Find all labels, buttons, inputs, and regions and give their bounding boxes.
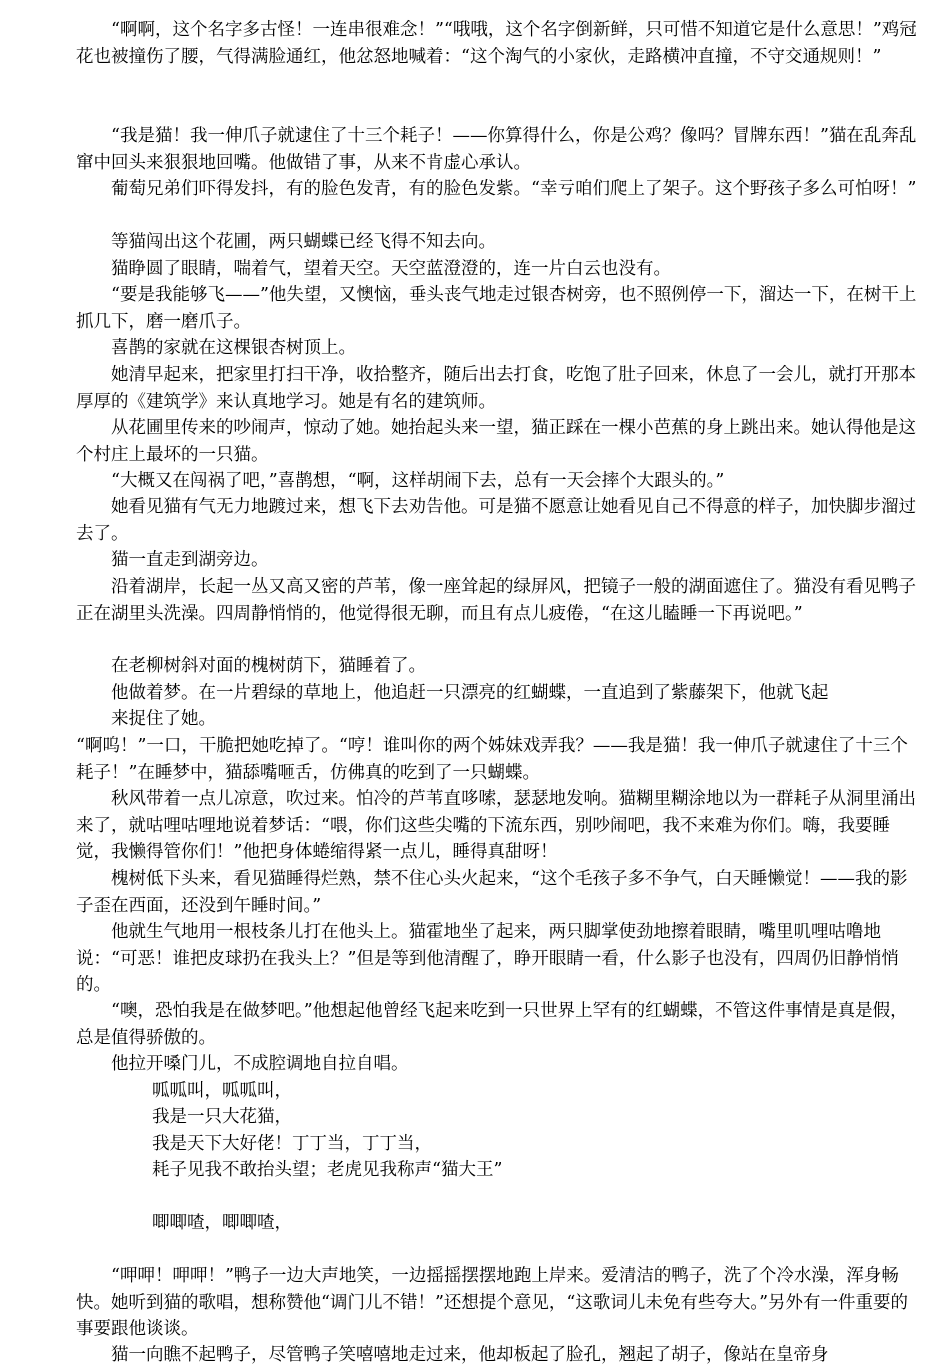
paragraph: 猫一直走到湖旁边。: [76, 550, 269, 570]
paragraph: 他就生气地用一根枝条儿打在他头上。猫霍地坐了起来，两只脚掌使劲地擦着眼睛，嘴里叽哩咕噜地说：“可恶！谁把皮球扔在我头上？”但是等到他清醒了，睁开眼睛一看，什么影子也没有，四周仍旧静悄悄的。: [76, 922, 899, 996]
paragraph: 在老柳树斜对面的槐树荫下，猫睡着了。: [76, 656, 426, 676]
paragraph: 她看见猫有气无力地踱过来，想飞下去劝告他。可是猫不愿意让她看见自己不得意的样子，加快脚步溜过去了。: [76, 497, 916, 544]
paragraph: “啊啊，这个名字多古怪！一连串很难念！”“哦哦，这个名字倒新鲜，只可惜不知道它是什么意思！”鸡冠花也被撞伤了腰，气得满脸通红，他忿怒地喊着：“这个淘气的小家伙，走路横冲直撞，不守交通规则！”: [76, 20, 917, 67]
paragraph: “大概又在闯祸了吧，”喜鹊想，“啊，这样胡闹下去，总有一天会摔个大跟头的。”: [76, 471, 725, 491]
paragraph: 喜鹊的家就在这棵银杏树顶上。: [76, 338, 356, 358]
paragraph: “要是我能够飞——”他失望，又懊恼，垂头丧气地走过银杏树旁，也不照例停一下，溜达一下，在树干上抓几下，磨一磨爪子。: [76, 285, 917, 332]
song-line: 耗子见我不敢抬头望；老虎见我称声“猫大王”: [152, 1160, 503, 1180]
paragraph: 槐树低下头来，看见猫睡得烂熟，禁不住心头火起来，“这个毛孩子多不争气，白天睡懒觉！——我的影子歪在西面，还没到午睡时间。”: [76, 869, 908, 916]
paragraph: 沿着湖岸，长起一丛又高又密的芦苇，像一座耸起的绿屏风，把镜子一般的湖面遮住了。猫没有看见鸭子正在湖里头洗澡。四周静悄悄的，他觉得很无聊，而且有点儿疲倦，“在这儿瞌睡一下再说吧。”: [76, 577, 916, 624]
paragraph: 猫睁圆了眼睛，喘着气，望着天空。天空蓝澄澄的，连一片白云也没有。: [76, 259, 671, 279]
paragraph: “呷呷！呷呷！”鸭子一边大声地笑，一边摇摇摆摆地跑上岸来。爱清洁的鸭子，洗了个冷水澡，浑身畅快。她听到猫的歌唱，想称赞他“调门儿不错！”还想提个意见，“这歌词儿未免有些夸大。”另外有一件重要的事要跟他谈谈。: [76, 1266, 909, 1340]
paragraph: 从花圃里传来的吵闹声，惊动了她。她抬起头来一望，猫正踩在一棵小芭蕉的身上跳出来。她认得他是这个村庄上最坏的一只猫。: [76, 418, 916, 465]
paragraph: 他做着梦。在一片碧绿的草地上，他追赶一只漂亮的红蝴蝶，一直追到了紫藤架下，他就飞起: [76, 683, 829, 703]
paragraph: 猫一向瞧不起鸭子，尽管鸭子笑嘻嘻地走过来，他却板起了脸孔，翘起了胡子，像站在皇帝身: [76, 1345, 829, 1365]
paragraph: 来捉住了她。: [76, 709, 216, 729]
song-line: 我是天下大好佬！丁丁当，丁丁当，: [152, 1134, 432, 1154]
song-line: 呱呱叫，呱呱叫，: [152, 1081, 292, 1101]
song-line: 我是一只大花猫，: [152, 1107, 292, 1127]
song-line: 唧唧喳，唧唧喳，: [152, 1213, 292, 1233]
paragraph: 他拉开嗓门儿，不成腔调地自拉自唱。: [76, 1054, 409, 1074]
paragraph: 她清早起来，把家里打扫干净，收拾整齐，随后出去打食，吃饱了肚子回来，休息了一会儿，就打开那本厚厚的《建筑学》来认真地学习。她是有名的建筑师。: [76, 365, 916, 412]
paragraph: 秋风带着一点儿凉意，吹过来。怕冷的芦苇直哆嗦，瑟瑟地发响。猫糊里糊涂地以为一群耗子从洞里涌出来了，就咕哩咕哩地说着梦话：“喂，你们这些尖嘴的下流东西，别吵闹吧，我不来难为你们。嗨，我要睡觉，我懒得管你们！”他把身体蜷缩得紧一点儿，睡得真甜呀！: [76, 789, 916, 863]
paragraph: “噢，恐怕我是在做梦吧。”他想起他曾经飞起来吃到一只世界上罕有的红蝴蝶，不管这件事情是真是假，总是值得骄傲的。: [76, 1001, 908, 1048]
paragraph: “我是猫！我一伸爪子就逮住了十三个耗子！——你算得什么，你是公鸡？像吗？冒牌东西！”猫在乱奔乱窜中回头来狠狠地回嘴。他做错了事，从来不肯虚心承认。: [76, 126, 917, 173]
paragraph: 等猫闯出这个花圃，两只蝴蝶已经飞得不知去向。: [76, 232, 496, 252]
paragraph: 葡萄兄弟们吓得发抖，有的脸色发青，有的脸色发紫。“幸亏咱们爬上了架子。这个野孩子多么可怕呀！”: [76, 179, 917, 199]
paragraph: “啊呜！”一口，干脆把她吃掉了。“哼！谁叫你的两个姊妹戏弄我？——我是猫！我一伸爪子就逮住了十三个耗子！”在睡梦中，猫舔嘴咂舌，仿佛真的吃到了一只蝴蝶。: [76, 736, 908, 783]
